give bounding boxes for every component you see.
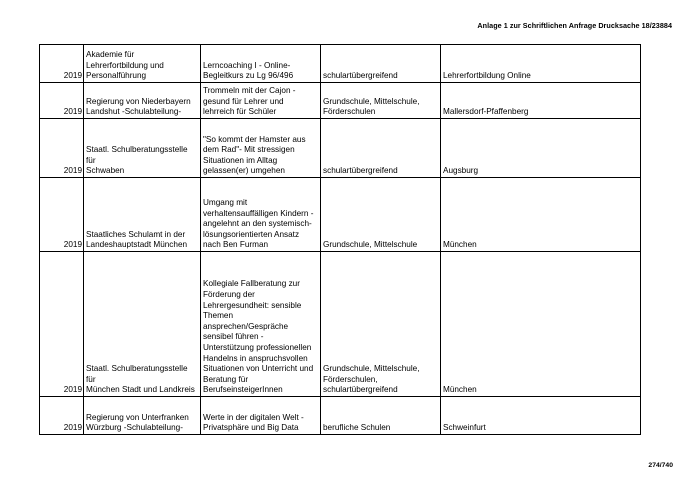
year-cell: 2019: [40, 45, 84, 83]
school-type-cell: Grundschule, Mittelschule, Förderschulen: [321, 83, 441, 119]
year-cell: 2019: [40, 83, 84, 119]
page-number: 274/740: [648, 462, 673, 469]
table-row: [40, 83, 641, 119]
course-title-cell: Kollegiale Fallberatung zur Förderung der Lehrergesundheit: sensible Themen ansprechen/Gespräche sensibel führen - Unterstützung professionellen Handelns in anspruchsvollen Situationen von Unterricht und Beratung für BerufseinsteigerInnen: [201, 252, 321, 397]
location-cell: Lehrerfortbildung Online: [441, 45, 641, 83]
table-row: [40, 119, 641, 178]
course-table: [39, 44, 641, 435]
course-title-cell: Werte in der digitalen Welt - Privatsphäre und Big Data: [201, 397, 321, 435]
course-title-cell: "So kommt der Hamster aus dem Rad"- Mit stressigen Situationen im Alltag gelassen(er) umgehen: [201, 119, 321, 178]
organizer-cell: Staatliches Schulamt in der Landeshauptstadt München: [84, 178, 201, 252]
location-cell: Mallersdorf-Pfaffenberg: [441, 83, 641, 119]
school-type-cell: schulartübergreifend: [321, 119, 441, 178]
course-title-cell: Lerncoaching I - Online- Begleitkurs zu Lg 96/496: [201, 45, 321, 83]
organizer-cell: Regierung von Niederbayern Landshut -Schulabteilung-: [84, 83, 201, 119]
school-type-cell: Grundschule, Mittelschule: [321, 178, 441, 252]
course-title-cell: Umgang mit verhaltensauffälligen Kindern - angelehnt an den systemisch- lösungsorientierten Ansatz nach Ben Furman: [201, 178, 321, 252]
course-title-cell: Trommeln mit der Cajon - gesund für Lehrer und lehrreich für Schüler: [201, 83, 321, 119]
school-type-cell: berufliche Schulen: [321, 397, 441, 435]
table-row: [40, 397, 641, 435]
location-cell: München: [441, 178, 641, 252]
location-cell: Schweinfurt: [441, 397, 641, 435]
year-cell: 2019: [40, 119, 84, 178]
location-cell: Augsburg: [441, 119, 641, 178]
school-type-cell: Grundschule, Mittelschule, Förderschulen, schulartübergreifend: [321, 252, 441, 397]
table-row: [40, 45, 641, 83]
organizer-cell: Staatl. Schulberatungsstelle für Schwaben: [84, 119, 201, 178]
location-cell: München: [441, 252, 641, 397]
year-cell: 2019: [40, 178, 84, 252]
organizer-cell: Akademie für Lehrerfortbildung und Personalführung: [84, 45, 201, 83]
school-type-cell: schulartübergreifend: [321, 45, 441, 83]
organizer-cell: Staatl. Schulberatungsstelle für München Stadt und Landkreis: [84, 252, 201, 397]
year-cell: 2019: [40, 397, 84, 435]
year-cell: 2019: [40, 252, 84, 397]
document-header: Anlage 1 zur Schriftlichen Anfrage Drucksache 18/23884: [477, 21, 672, 30]
table-row: [40, 178, 641, 252]
organizer-cell: Regierung von Unterfranken Würzburg -Schulabteilung-: [84, 397, 201, 435]
table-row: [40, 252, 641, 397]
